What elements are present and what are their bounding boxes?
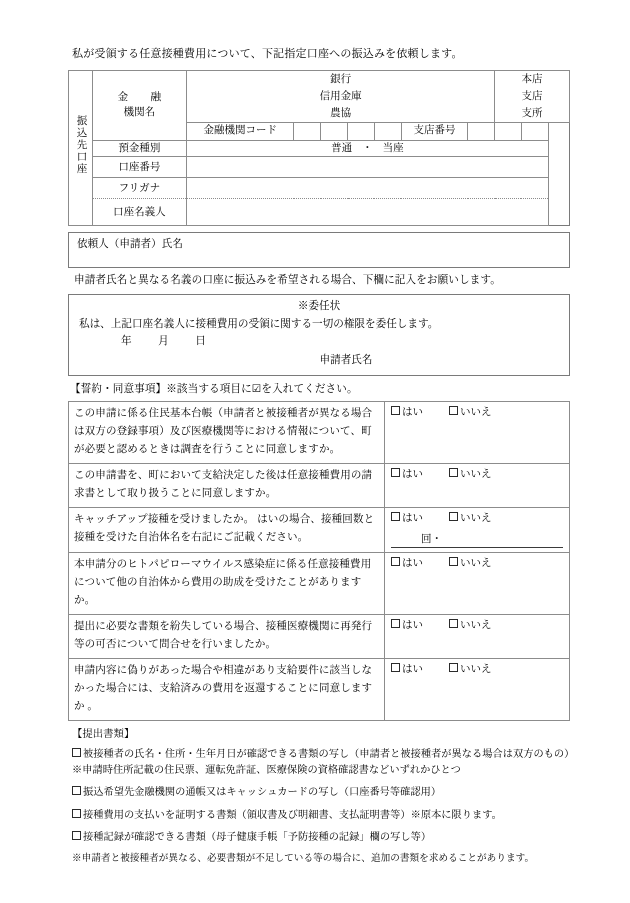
code-box[interactable] <box>348 122 375 140</box>
consent-yes-option[interactable] <box>391 405 423 421</box>
checkbox-icon[interactable] <box>72 831 81 840</box>
power-of-attorney-title: ※委任状 <box>297 301 341 313</box>
consent-yes-option[interactable] <box>391 556 423 572</box>
consent-no-option-label: いいえ <box>460 512 492 524</box>
date-month-label: 月 <box>158 335 170 347</box>
document-checklist-label: 接種費用の支払いを証明する書類（領収書及び明細書、支払証明書等）※原本に限ります。 <box>83 809 502 821</box>
consent-yes-option-label: はい <box>402 468 423 480</box>
consent-no-option[interactable] <box>449 556 492 572</box>
power-of-attorney-date[interactable] <box>121 334 559 350</box>
account-number-row <box>69 157 570 178</box>
documents-footnote: ※申請者と被接種者が異なる、必要書類が不足している等の場合に、追加の書類を求めることがあります。 <box>72 853 535 865</box>
consent-answer-cell <box>385 552 570 614</box>
account-number-label: 口座番号 <box>92 157 186 178</box>
consent-answer-cell <box>385 614 570 658</box>
account-holder-row <box>69 199 570 226</box>
consent-yes-option-label: はい <box>402 512 423 524</box>
power-of-attorney-signature-label[interactable]: 申請者氏名 <box>319 354 373 366</box>
checkbox-icon[interactable] <box>391 663 400 672</box>
branch-code-box[interactable] <box>495 122 522 140</box>
deposit-type-row <box>69 140 570 157</box>
catchup-fill-line[interactable]: 回・ <box>391 532 563 548</box>
consent-no-option-label: いいえ <box>460 468 492 480</box>
consent-row <box>69 463 570 507</box>
deposit-type-value[interactable]: 普通 ・ 当座 <box>187 140 549 157</box>
consent-no-option[interactable] <box>449 511 492 527</box>
consent-heading: 【誓約・同意事項】※該当する項目に☑を入れてください。 <box>70 383 358 395</box>
checkbox-icon[interactable] <box>449 406 458 415</box>
account-holder-label: 口座名義人 <box>92 199 186 226</box>
branch-type-cell[interactable]: 本店 支店 支所 <box>495 70 570 122</box>
consent-yes-option-label: はい <box>402 619 423 631</box>
code-box[interactable] <box>294 122 321 140</box>
institution-name-label: 金 融 機関名 <box>92 70 186 140</box>
document-checklist-label: 振込希望先金融機関の通帳又はキャッシュカードの写し（口座番号等確認用） <box>83 787 442 799</box>
date-year-label: 年 <box>121 335 133 347</box>
consent-row <box>69 552 570 614</box>
checkbox-icon[interactable] <box>449 512 458 521</box>
branch-code-box[interactable] <box>468 122 495 140</box>
document-checklist-item[interactable] <box>72 808 570 824</box>
consent-no-option-label: いいえ <box>460 663 492 675</box>
checkbox-icon[interactable] <box>391 406 400 415</box>
checkbox-icon[interactable] <box>72 809 81 818</box>
consent-no-option[interactable] <box>449 618 492 634</box>
checkbox-icon[interactable] <box>391 619 400 628</box>
deposit-type-label: 預金種別 <box>92 140 186 157</box>
consent-answer-cell <box>385 463 570 507</box>
consent-yes-option-label: はい <box>402 557 423 569</box>
requester-name-box[interactable] <box>68 232 570 268</box>
consent-yes-option-label: はい <box>402 406 423 418</box>
documents-list <box>68 747 570 847</box>
bank-account-table <box>68 70 570 227</box>
requester-name-label: 依頼人（申請者）氏名 <box>77 239 183 251</box>
consent-row <box>69 507 570 552</box>
consent-yes-option[interactable] <box>391 467 423 483</box>
furigana-label: フリガナ <box>92 178 186 199</box>
checkbox-icon[interactable] <box>391 557 400 566</box>
consent-yes-option-label: はい <box>402 663 423 675</box>
institution-type-cell[interactable]: 銀行 信用金庫 農協 <box>187 70 495 122</box>
power-of-attorney-body: 私は、上記口座名義人に接種費用の受領に関する一切の権限を委任します。 <box>79 319 439 331</box>
code-box[interactable] <box>374 122 401 140</box>
consent-question-text: この申請書を、町において支給決定した後は任意接種費用の請求書として取り扱うことに同意しますか。 <box>69 463 385 507</box>
consent-question-text: 本申請分のヒトパピローマウイルス感染症に係る任意接種費用について他の自治体から費用の助成を受けたことがありますか。 <box>69 552 385 614</box>
consent-question-text: キャッチアップ接種を受けましたか。 はいの場合、接種回数と接種を受けた自治体名を右記にご記載ください。 <box>69 507 385 552</box>
document-checklist-item[interactable] <box>72 747 570 780</box>
institution-name-row <box>69 70 570 122</box>
consent-yes-option[interactable] <box>391 618 423 634</box>
checkbox-icon[interactable] <box>449 468 458 477</box>
consent-table <box>68 401 570 721</box>
checkbox-icon[interactable] <box>391 512 400 521</box>
furigana-input[interactable] <box>187 178 549 199</box>
consent-row <box>69 614 570 658</box>
consent-yes-option[interactable] <box>391 662 423 678</box>
checkbox-icon[interactable] <box>391 468 400 477</box>
checkbox-icon[interactable] <box>72 748 81 757</box>
checkbox-icon[interactable] <box>72 786 81 795</box>
document-checklist-label: 被接種者の氏名・住所・生年月日が確認できる書類の写し（申請者と被接種者が異なる場合は双方のもの）※申請時住所記載の住民票、運転免許証、医療保険の資格確認書などいずれかひとつ <box>72 748 570 776</box>
consent-yes-option[interactable] <box>391 511 423 527</box>
consent-answer-cell <box>385 401 570 463</box>
consent-row <box>69 658 570 720</box>
checkbox-icon[interactable] <box>449 663 458 672</box>
consent-question-text: 提出に必要な書類を紛失している場合、接種医療機関に再発行等の可否について問合せを行いましたか。 <box>69 614 385 658</box>
document-checklist-item[interactable] <box>72 785 570 801</box>
consent-answer-cell <box>385 507 570 552</box>
consent-no-option-label: いいえ <box>460 619 492 631</box>
consent-no-option[interactable] <box>449 467 492 483</box>
branch-code-box[interactable] <box>521 122 548 140</box>
consent-answer-cell <box>385 658 570 720</box>
account-number-input[interactable] <box>187 157 549 178</box>
consent-no-option[interactable] <box>449 405 492 421</box>
consent-question-text: この申請に係る住民基本台帳（申請者と被接種者が異なる場合は双方の登録事項）及び医療機関等における情報について、町が必要と認めるときは調査を行うことに同意しますか。 <box>69 401 385 463</box>
code-box[interactable] <box>321 122 348 140</box>
power-of-attorney-box <box>68 294 570 376</box>
document-checklist-label: 接種記録が確認できる書類（母子健康手帳「予防接種の記録」欄の写し等） <box>83 831 432 843</box>
institution-code-label: 金融機関コード <box>187 122 294 140</box>
account-holder-input[interactable] <box>187 199 549 226</box>
checkbox-icon[interactable] <box>449 619 458 628</box>
document-checklist-item[interactable] <box>72 830 570 846</box>
checkbox-icon[interactable] <box>449 557 458 566</box>
consent-row <box>69 401 570 463</box>
lead-text: 私が受領する任意接種費用について、下記指定口座への振込みを依頼します。 <box>72 48 463 60</box>
date-day-label: 日 <box>195 335 207 347</box>
consent-no-option[interactable] <box>449 662 492 678</box>
consent-question-text: 申請内容に偽りがあった場合や相違があり支給要件に該当しなかった場合には、支給済みの費用を返還することに同意しますか 。 <box>69 658 385 720</box>
proxy-note: 申請者氏名と異なる名義の口座に振込みを希望される場合、下欄に記入をお願いします。 <box>74 275 501 287</box>
consent-no-option-label: いいえ <box>460 406 492 418</box>
furigana-row <box>69 178 570 199</box>
branch-code-label: 支店番号 <box>401 122 468 140</box>
documents-heading: 【提出書類】 <box>72 728 135 740</box>
account-vertical-label: 振込先口座 <box>69 70 93 226</box>
consent-no-option-label: いいえ <box>460 557 492 569</box>
